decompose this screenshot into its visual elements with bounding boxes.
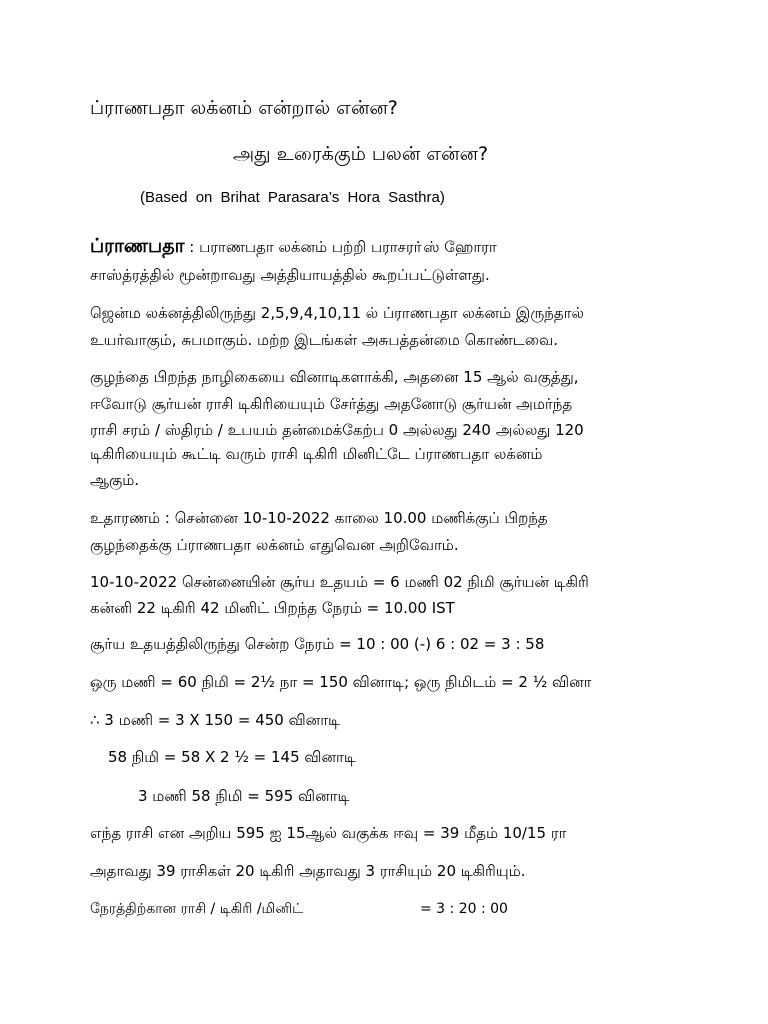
para2-line-2: ஈவோடு சூர்யன் ராசி டிகிரியையும் சேர்த்து அதனோடு சூர்யன் அமர்ந்த [90,395,573,413]
sunrise-line-2: கன்னி 22 டிகிரி 42 மினிட் பிறந்த நேரம் = 10.00 IST [90,599,455,617]
final-value: = 3 : 20 : 00 [420,901,508,917]
total-calc-line: 3 மணி 58 நிமி = 595 வினாடி [138,787,350,805]
para2-line-4: டிகிரியையும் கூட்டி வரும் ராசி டிகிரி மினிட்டே ப்ராணபதா லக்னம் [90,445,543,463]
intro-lead-word: ப்ராணபதா [90,235,185,257]
intro-line-1 [90,236,497,257]
title-line-1: ப்ராணபதா லக்னம் என்றால் என்ன? [90,97,398,119]
minutes-calc-line: 58 நிமி = 58 X 2 ½ = 145 வினாடி [108,748,356,766]
elapsed-time-line: சூர்ய உதயத்திலிருந்து சென்ற நேரம் = 10 : 00 (-) 6 : 02 = 3 : 58 [90,635,545,653]
final-label: நேரத்திற்கான ராசி / டிகிரி /மினிட் [90,901,304,917]
example-line-1: உதாரணம் : சென்னை 10-10-2022 காலை 10.00 மணிக்குப் பிறந்த [90,509,548,527]
para2-line-1: குழந்தை பிறந்த நாழிகையை வினாடிகளாக்கி, அதனை 15 ஆல் வகுத்து, [90,368,579,386]
hours-calc-line: ∴ 3 மணி = 3 X 150 = 450 வினாடி [90,711,340,729]
para1-line-1: ஜென்ம லக்னத்திலிருந்து 2,5,9,4,10,11 ல் ப்ராணபதா லக்னம் இருந்தால் [90,304,584,322]
sunrise-line-1: 10-10-2022 சென்னையின் சூர்ய உதயம் = 6 மணி 02 நிமி சூர்யன் டிகிரி [90,573,589,591]
para1-line-2: உயர்வாகும், சுபமாகும். மற்ற இடங்கள் அசுபத்தன்மை கொண்டவை. [90,331,559,349]
title-line-2: அது உரைக்கும் பலன் என்ன? [233,143,489,165]
subtitle: (Based on Brihat Parasara’s Hora Sasthra) [140,189,445,206]
example-line-2: குழந்தைக்கு ப்ராணபதா லக்னம் எதுவென அறிவோம். [90,536,459,554]
para2-line-5: ஆகும். [90,471,140,489]
intro-line-1-text: : பராணபதா லக்னம் பற்றி பராசரா்ஸ் ஹோரா [184,238,497,256]
division-line: எந்த ராசி என அறிய 595 ஐ 15ஆல் வகுக்க ஈவு = 39 மீதம் 10/15 ரா [90,824,567,842]
para2-line-3: ராசி சரம் / ஸ்திரம் / உபயம் தன்மைக்கேற்ப 0 அல்லது 240 அல்லது 120 [90,421,584,439]
intro-line-2: சாஸ்த்ரத்தில் மூன்றாவது அத்தியாயத்தில் கூறப்பட்டுள்ளது. [90,266,490,284]
result-line: அதாவது 39 ராசிகள் 20 டிகிரி அதாவது 3 ராசியும் 20 டிகிரியும். [90,862,526,880]
conversion-line: ஒரு மணி = 60 நிமி = 2½ நா = 150 வினாடி; ஒரு நிமிடம் = 2 ½ வினா [90,673,592,691]
